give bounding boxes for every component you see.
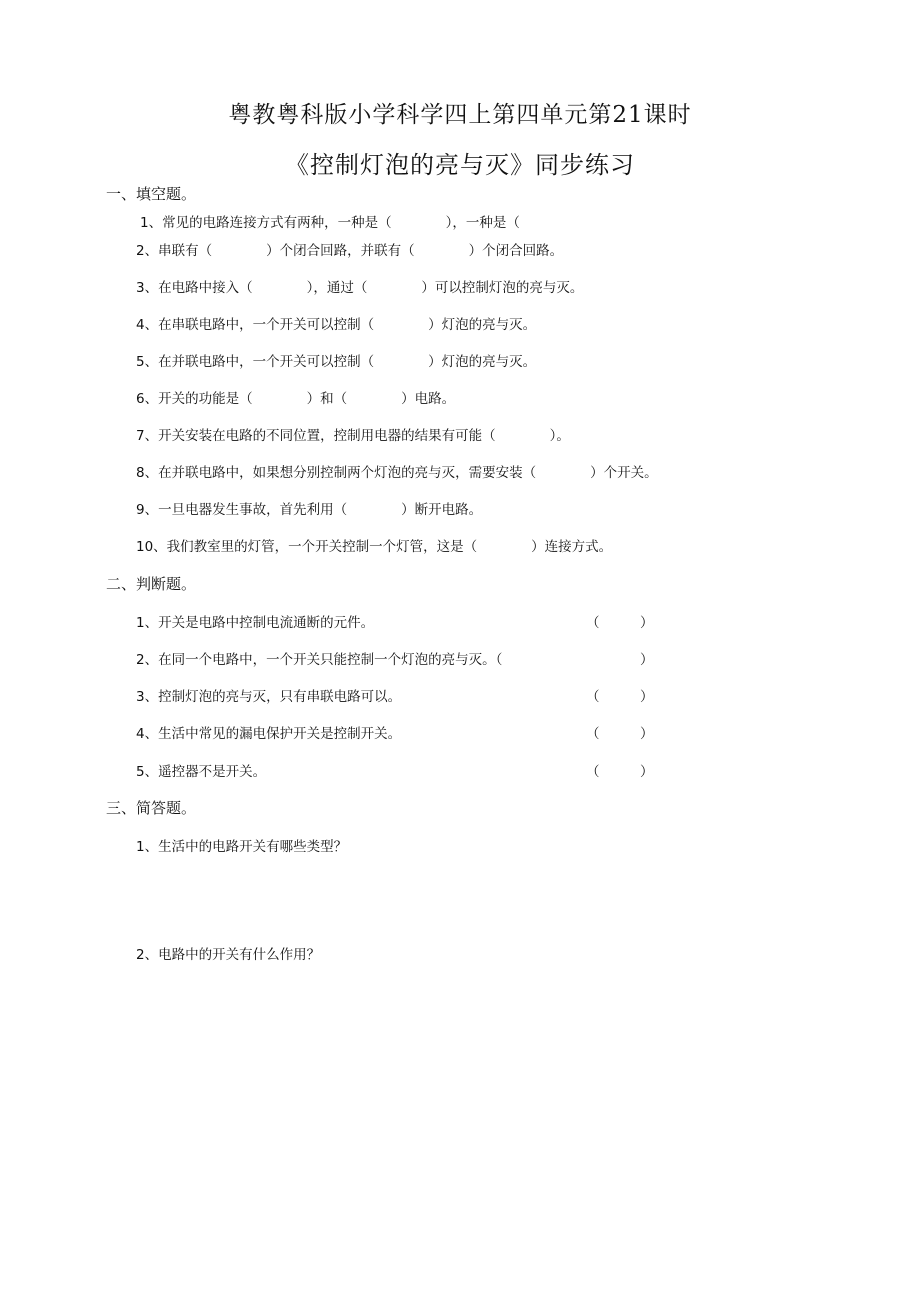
- fill-blank-question-7: 7、开关安装在电路的不同位置，控制用电器的结果有可能（ ）。: [136, 428, 570, 444]
- fill-blank-question-3: 3、在电路中接入（ ），通过（ ）可以控制灯泡的亮与灭。: [136, 280, 584, 296]
- true-false-question-1: 1、开关是电路中控制电流通断的元件。: [136, 615, 375, 631]
- true-false-answer-1: （ ）: [586, 615, 654, 631]
- title-line-1: 粤教粤科版小学科学四上第四单元第21课时: [228, 102, 692, 128]
- fill-blank-question-2: 2、串联有（ ）个闭合回路，并联有（ ）个闭合回路。: [136, 243, 564, 259]
- true-false-question-5: 5、遥控器不是开关。: [136, 764, 267, 780]
- true-false-answer-3: （ ）: [586, 689, 654, 705]
- fill-blank-question-9: 9、一旦电器发生事故，首先利用（ ）断开电路。: [136, 502, 483, 518]
- short-answer-question-1: 1、生活中的电路开关有哪些类型？: [136, 839, 348, 855]
- true-false-answer-2: ）: [640, 652, 654, 668]
- true-false-answer-4: （ ）: [586, 726, 654, 742]
- fill-blank-question-6: 6、开关的功能是（ ）和（ ）电路。: [136, 391, 456, 407]
- short-answer-question-2: 2、电路中的开关有什么作用？: [136, 947, 321, 963]
- section-true-false-heading: 二、判断题。: [106, 575, 197, 593]
- true-false-question-4: 4、生活中常见的漏电保护开关是控制开关。: [136, 726, 402, 742]
- section-short-answer-heading: 三、简答题。: [106, 799, 197, 817]
- fill-blank-question-8: 8、在并联电路中，如果想分别控制两个灯泡的亮与灭，需要安装（ ）个开关。: [136, 465, 658, 481]
- section-fill-blank-heading: 一、填空题。: [106, 185, 197, 203]
- fill-blank-question-4: 4、在串联电路中，一个开关可以控制（ ）灯泡的亮与灭。: [136, 317, 537, 333]
- true-false-question-3: 3、控制灯泡的亮与灭，只有串联电路可以。: [136, 689, 402, 705]
- fill-blank-question-10: 10、我们教室里的灯管，一个开关控制一个灯管，这是（ ）连接方式。: [136, 539, 613, 555]
- true-false-answer-5: （ ）: [586, 764, 654, 780]
- fill-blank-question-5: 5、在并联电路中，一个开关可以控制（ ）灯泡的亮与灭。: [136, 354, 537, 370]
- title-line-2: 《控制灯泡的亮与灭》同步练习: [285, 151, 635, 179]
- fill-blank-question-1: 1、常见的电路连接方式有两种，一种是（ ），一种是（: [140, 215, 520, 231]
- true-false-question-2: 2、在同一个电路中，一个开关只能控制一个灯泡的亮与灭。（: [136, 652, 503, 668]
